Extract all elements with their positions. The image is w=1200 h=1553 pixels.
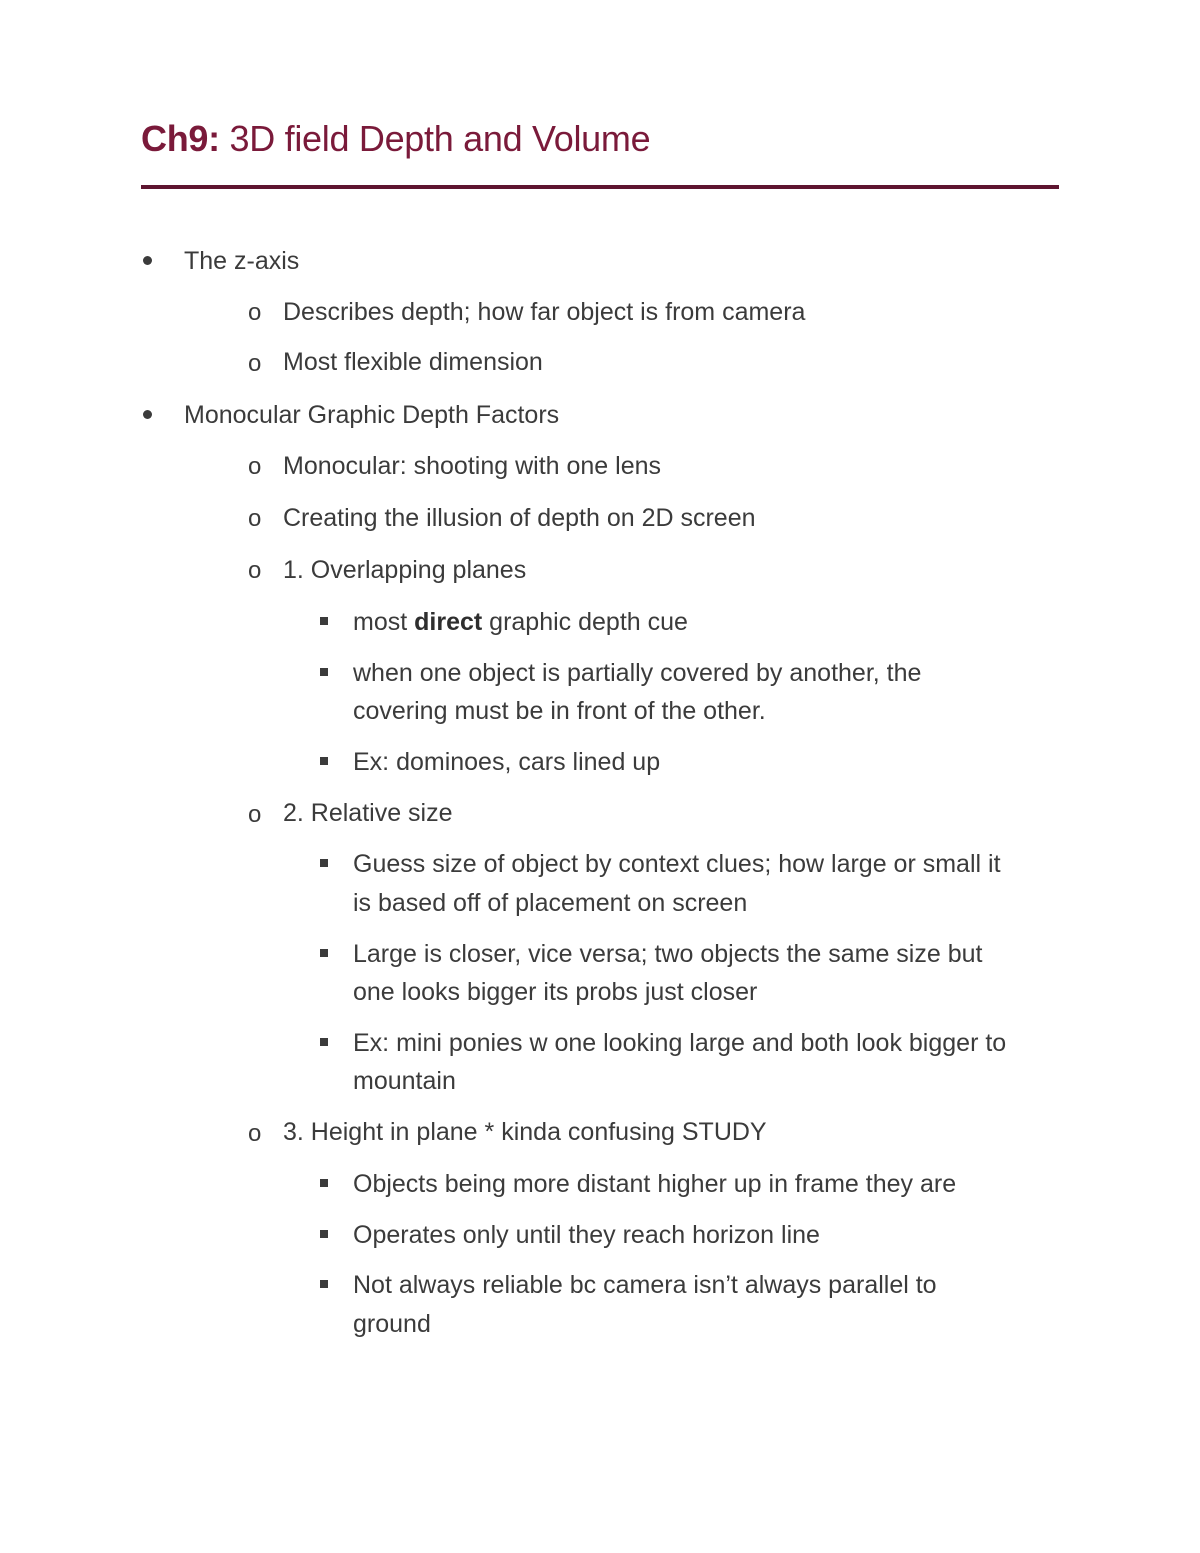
bullet-circle: o	[248, 1120, 262, 1147]
bullet-square	[320, 1179, 328, 1187]
emphasis-text: direct	[414, 608, 483, 636]
list-item: 2. Relative size	[283, 799, 453, 827]
bullet-square	[320, 1230, 328, 1238]
list-item	[353, 603, 688, 641]
list-item: Describes depth; how far object is from camera	[283, 298, 806, 326]
list-item-line: Not always reliable bc camera isn’t always parallel to	[353, 1271, 937, 1299]
bullet-square	[320, 949, 328, 957]
page-title	[141, 118, 650, 160]
bullet-circle: o	[248, 801, 262, 828]
bullet-dot	[143, 256, 152, 265]
bullet-dot	[143, 410, 152, 419]
list-item-line: Large is closer, vice versa; two objects the same size but	[353, 940, 983, 968]
list-item-line: is based off of placement on screen	[353, 889, 748, 917]
list-item-line: when one object is partially covered by another, the	[353, 659, 922, 687]
bullet-square	[320, 859, 328, 867]
bullet-square	[320, 617, 328, 625]
bullet-square	[320, 1280, 328, 1288]
list-item-line: ground	[353, 1310, 431, 1338]
bullet-square	[320, 757, 328, 765]
list-item-line: mountain	[353, 1067, 456, 1095]
list-item: 3. Height in plane * kinda confusing STUDY	[283, 1118, 767, 1146]
bullet-circle: o	[248, 557, 262, 584]
list-item-line: one looks bigger its probs just closer	[353, 978, 758, 1006]
list-item: Most flexible dimension	[283, 348, 543, 376]
text-run: graphic depth cue	[482, 608, 688, 636]
bullet-circle: o	[248, 505, 262, 532]
title-divider	[141, 185, 1059, 189]
title-text: 3D field Depth and Volume	[219, 118, 651, 159]
bullet-square	[320, 1038, 328, 1046]
title-chapter: Ch9:	[141, 118, 220, 159]
bullet-circle: o	[248, 299, 262, 326]
list-item-line: Ex: mini ponies w one looking large and both look bigger to	[353, 1029, 1007, 1057]
text-run: most	[353, 608, 415, 636]
list-item: Monocular: shooting with one lens	[283, 452, 662, 480]
list-item: The z-axis	[184, 247, 300, 275]
bullet-square	[320, 668, 328, 676]
list-item: Creating the illusion of depth on 2D screen	[283, 504, 756, 532]
list-item: Operates only until they reach horizon line	[353, 1221, 820, 1249]
list-item-line: Guess size of object by context clues; how large or small it	[353, 850, 1001, 878]
list-item-line: covering must be in front of the other.	[353, 697, 766, 725]
list-item: Objects being more distant higher up in frame they are	[353, 1170, 957, 1198]
list-item: 1. Overlapping planes	[283, 556, 527, 584]
list-item: Monocular Graphic Depth Factors	[184, 401, 560, 429]
list-item: Ex: dominoes, cars lined up	[353, 748, 661, 776]
bullet-circle: o	[248, 453, 262, 480]
bullet-circle: o	[248, 350, 262, 377]
